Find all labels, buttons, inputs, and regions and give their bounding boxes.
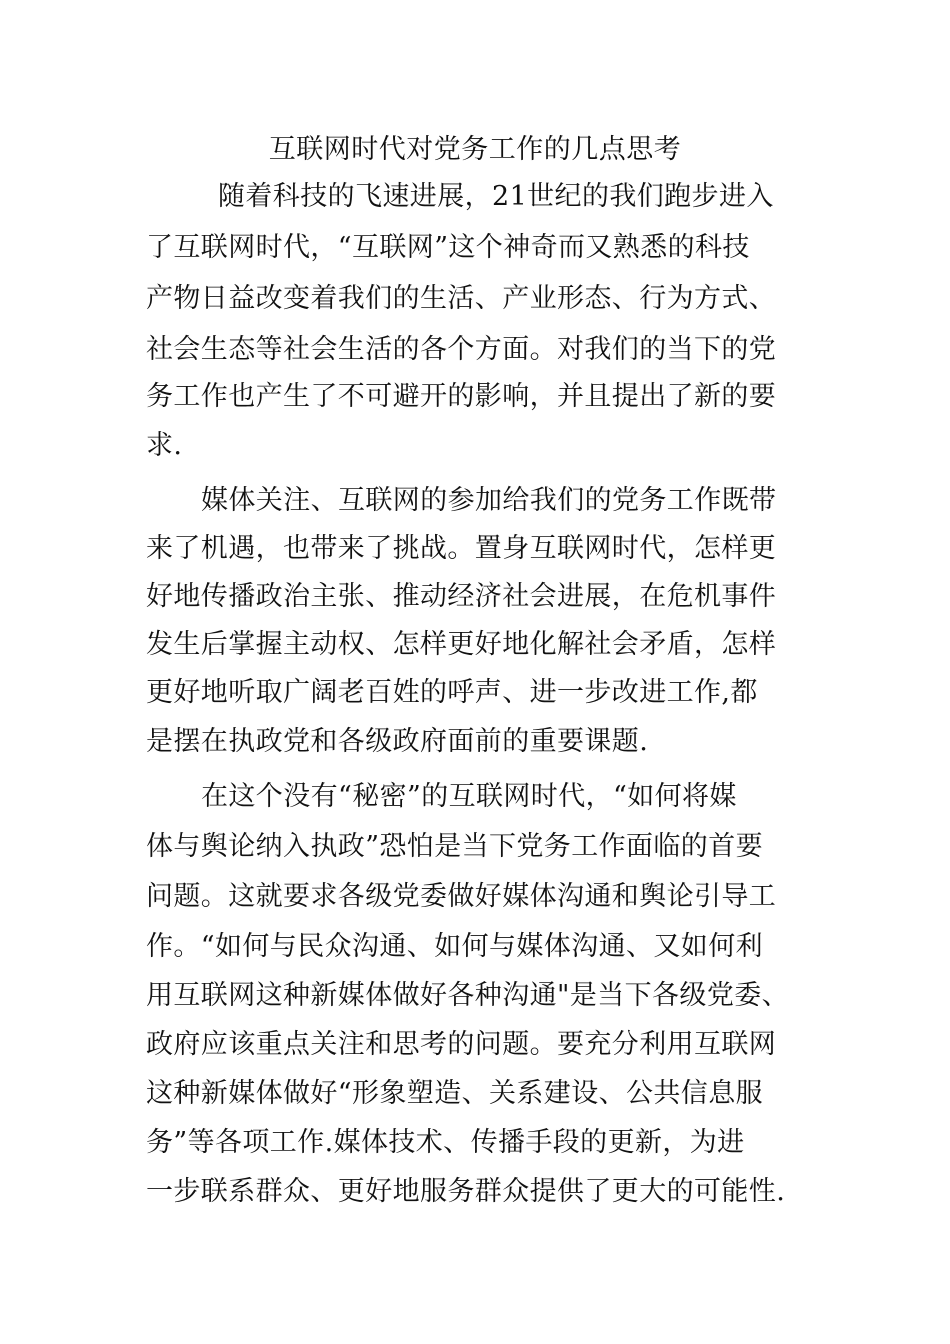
paragraph-line: 作。“如何与民众沟通、如何与媒体沟通、又如何利 [146,931,764,962]
paragraph-line: 求. [146,430,183,461]
paragraph-line: 发生后掌握主动权、怎样更好地化解社会矛盾，怎样 [146,629,777,660]
paragraph-line: 了互联网时代，“互联网”这个神奇而又熟悉的科技 [146,232,750,263]
paragraph-line: 务工作也产生了不可避开的影响，并且提出了新的要 [146,381,777,412]
paragraph-line: 体与舆论纳入执政”恐怕是当下党务工作面临的首要 [146,831,764,862]
paragraph-line: 在这个没有“秘密”的互联网时代，“如何将媒 [201,781,737,812]
paragraph-line: 社会生态等社会生活的各个方面。对我们的当下的党 [146,334,777,365]
paragraph-line: 随着科技的飞速进展，21世纪的我们跑步进入 [218,181,774,212]
paragraph-line: 媒体关注、互联网的参加给我们的党务工作既带 [201,485,777,516]
paragraph-line: 产物日益改变着我们的生活、产业形态、行为方式、 [146,283,777,314]
document-title: 互联网时代对党务工作的几点思考 [268,134,682,165]
paragraph-line: 这种新媒体做好“形象塑造、关系建设、公共信息服 [146,1078,764,1109]
paragraph-line: 用互联网这种新媒体做好各种沟通"是当下各级党委、 [146,980,790,1011]
paragraph-line: 一步联系群众、更好地服务群众提供了更大的可能性. [146,1176,786,1207]
paragraph-line: 更好地听取广阔老百姓的呼声、进一步改进工作,都 [146,677,758,708]
paragraph-line: 好地传播政治主张、推动经济社会进展，在危机事件 [146,581,777,612]
paragraph-line: 来了机遇，也带来了挑战。置身互联网时代，怎样更 [146,533,777,564]
paragraph-line: 问题。这就要求各级党委做好媒体沟通和舆论引导工 [146,881,777,912]
paragraph-line: 是摆在执政党和各级政府面前的重要课题. [146,726,649,757]
paragraph-line: 务”等各项工作.媒体技术、传播手段的更新，为进 [146,1127,745,1158]
paragraph-line: 政府应该重点关注和思考的问题。要充分利用互联网 [146,1029,777,1060]
